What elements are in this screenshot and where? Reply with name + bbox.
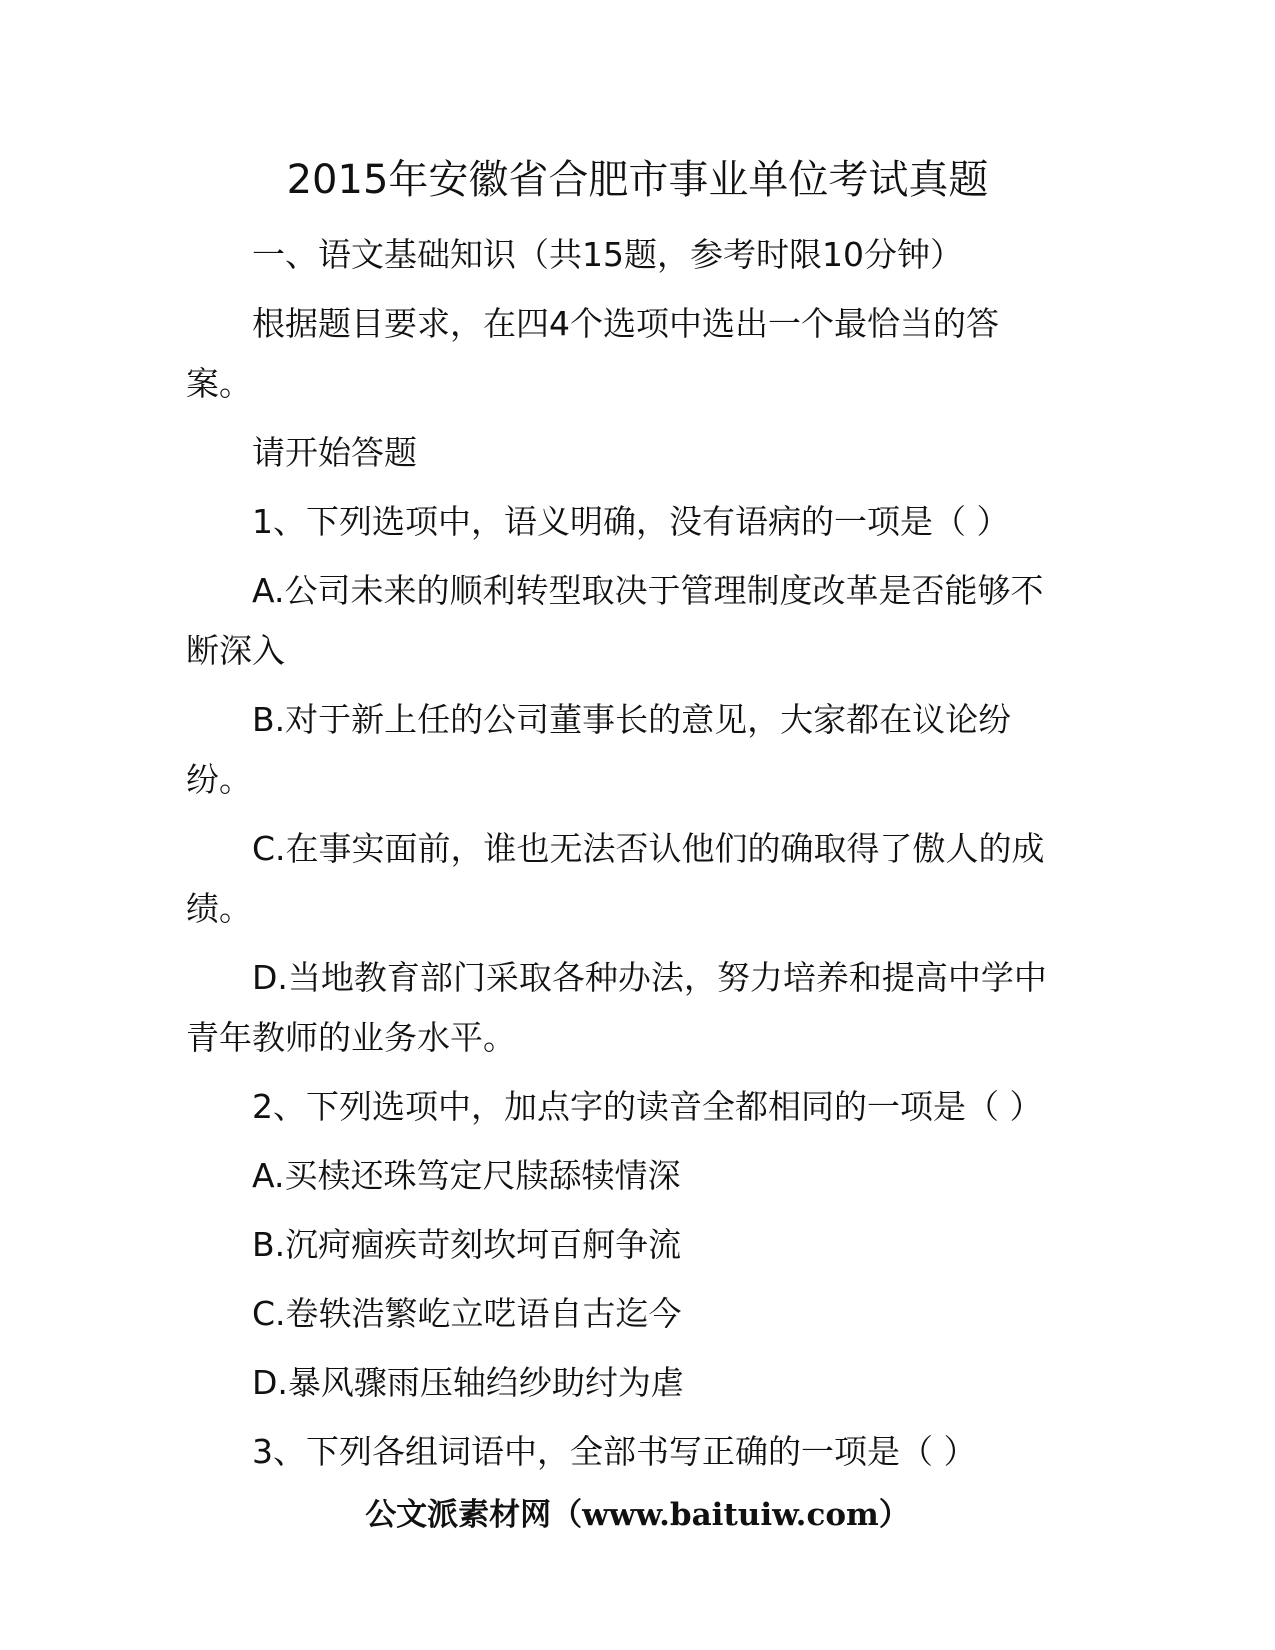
page-footer: 公文派素材网（www.baituiw.com） [365, 1497, 910, 1533]
paragraph-line: D.暴风骤雨压轴绉纱助纣为虐 [252, 1363, 684, 1402]
document-body [186, 225, 1091, 1491]
question-3 [186, 1422, 1091, 1482]
paragraph-line: 断深入 [186, 631, 285, 670]
paragraph-line: 3、下列各组词语中，全部书写正确的一项是（ ） [252, 1432, 977, 1471]
paragraph-line: 绩。 [186, 889, 252, 928]
section-heading [186, 225, 1091, 285]
paragraph-line: 请开始答题 [252, 433, 417, 472]
start-prompt [186, 423, 1091, 483]
instruction-paragraph [186, 294, 1091, 414]
question-1-option-a [186, 561, 1091, 681]
paragraph-line: A.买椟还珠笃定尺牍舔犊情深 [252, 1156, 681, 1195]
paragraph-line: 一、语文基础知识（共15题，参考时限10分钟） [252, 235, 963, 274]
question-1-option-c [186, 819, 1091, 939]
paragraph-line: C.卷轶浩繁屹立呓语自古迄今 [252, 1294, 682, 1333]
paragraph-line: 根据题目要求，在四4个选项中选出一个最恰当的答 [252, 304, 999, 343]
paragraph-line: 青年教师的业务水平。 [186, 1018, 516, 1057]
question-2-option-b [186, 1215, 1091, 1275]
question-1-option-d [186, 948, 1091, 1068]
question-2-option-d [186, 1353, 1091, 1413]
paragraph-line: C.在事实面前，谁也无法否认他们的确取得了傲人的成 [252, 829, 1045, 868]
paragraph-line: B.沉疴痼疾苛刻坎坷百舸争流 [252, 1225, 682, 1264]
document-title: 2015年安徽省合肥市事业单位考试真题 [286, 157, 989, 203]
paragraph-line: 纷。 [186, 760, 252, 799]
question-1-option-b [186, 690, 1091, 810]
question-1 [186, 492, 1091, 552]
paragraph-line: 1、下列选项中，语义明确，没有语病的一项是（ ） [252, 502, 1010, 541]
paragraph-line: A.公司未来的顺利转型取决于管理制度改革是否能够不 [252, 571, 1044, 610]
question-2-option-c [186, 1284, 1091, 1344]
question-2-option-a [186, 1146, 1091, 1206]
paragraph-line: 2、下列选项中，加点字的读音全都相同的一项是（ ） [252, 1087, 1043, 1126]
question-2 [186, 1077, 1091, 1137]
paragraph-line: D.当地教育部门采取各种办法，努力培养和提高中学中 [252, 958, 1047, 997]
paragraph-line: B.对于新上任的公司董事长的意见，大家都在议论纷 [252, 700, 1012, 739]
paragraph-line: 案。 [186, 364, 252, 403]
